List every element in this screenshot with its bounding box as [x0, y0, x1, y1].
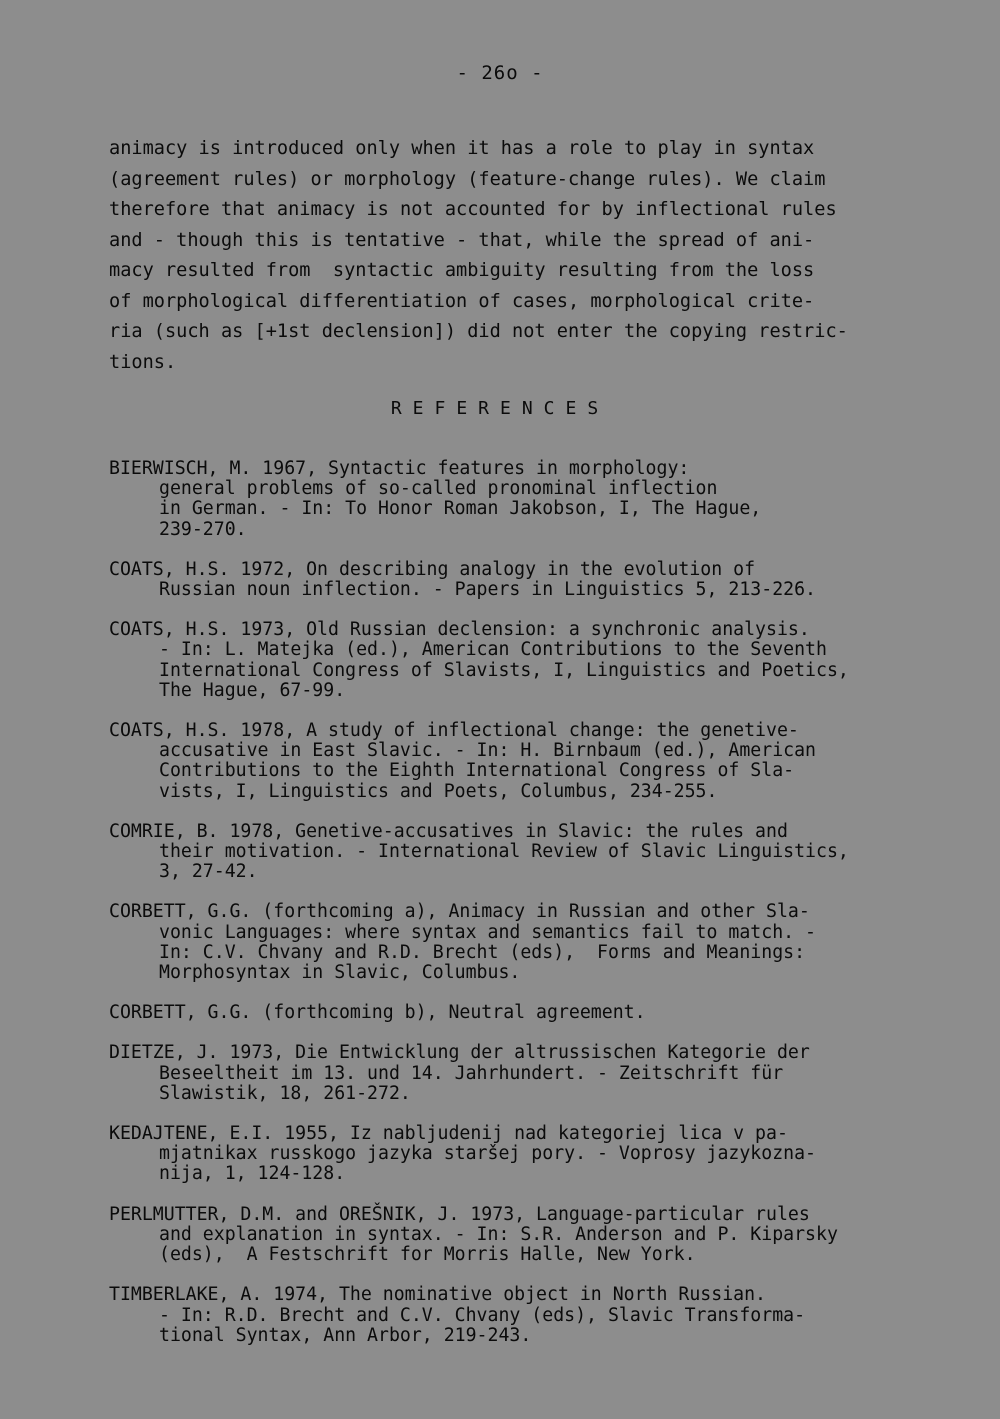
reference-line: COATS, H.S. 1973, Old Russian declension: a synchronic analysis. — [109, 619, 810, 641]
reference-line: general problems of so-called pronominal inflection — [159, 478, 718, 500]
paragraph-line: and - though this is tentative - that, while the spread of ani- — [109, 229, 815, 251]
reference-entry — [109, 620, 949, 701]
body-paragraph — [109, 134, 909, 378]
reference-line: - In: R.D. Brecht and C.V. Chvany (eds), Slavic Transforma- — [159, 1304, 806, 1326]
references-heading: REFERENCES — [390, 398, 610, 419]
reference-line: vists, I, Linguistics and Poets, Columbus, 234-255. — [159, 780, 718, 802]
reference-line: CORBETT, G.G. (forthcoming a), Animacy in Russian and other Sla- — [109, 901, 810, 923]
reference-line: International Congress of Slavists, I, Linguistics and Poetics, — [159, 659, 849, 681]
reference-line: Morphosyntax in Slavic, Columbus. — [159, 962, 521, 984]
reference-entry — [109, 1285, 949, 1346]
reference-entry — [109, 1043, 949, 1104]
reference-line: TIMBERLAKE, A. 1974, The nominative object in North Russian. — [109, 1284, 766, 1306]
reference-line: tional Syntax, Ann Arbor, 219-243. — [159, 1324, 532, 1346]
paragraph-line: tions. — [109, 351, 177, 373]
reference-line: in German. - In: To Honor Roman Jakobson, I, The Hague, — [159, 498, 762, 520]
paragraph-line: of morphological differentiation of cases, morphological crite- — [109, 290, 815, 312]
reference-entry — [109, 560, 949, 600]
reference-line: their motivation. - International Review of Slavic Linguistics, — [159, 841, 849, 863]
reference-line: accusative in East Slavic. - In: H. Birnbaum (ed.), American — [159, 740, 816, 762]
reference-line: BIERWISCH, M. 1967, Syntactic features in morphology: — [109, 458, 690, 479]
reference-line: COMRIE, B. 1978, Genetive-accusatives in Slavic: the rules and — [109, 820, 788, 842]
reference-line: vonic Languages: where syntax and semantics fail to match. - — [159, 921, 816, 943]
reference-entry — [109, 902, 949, 983]
reference-line: COATS, H.S. 1972, On describing analogy in the evolution of — [109, 558, 756, 580]
paragraph-line: macy resulted from syntactic ambiguity resulting from the loss — [109, 260, 815, 281]
reference-line: Slawistik, 18, 261-272. — [159, 1082, 411, 1104]
reference-line: mjatnikax russkogo jazyka staršej pory. - Voprosy jazykozna- — [159, 1143, 816, 1165]
reference-line: CORBETT, G.G. (forthcoming b), Neutral agreement. — [109, 1002, 646, 1024]
reference-line: Beseeltheit im 13. und 14. Jahrhundert. - Zeitschrift für — [159, 1062, 784, 1084]
reference-entry — [109, 1124, 949, 1185]
reference-entry — [109, 459, 949, 540]
reference-line: KEDAJTENE, E.I. 1955, Iz nabljudenij nad kategoriej lica v pa- — [109, 1123, 788, 1145]
reference-line: and explanation in syntax. - In: S.R. Anderson and P. Kiparsky — [159, 1223, 838, 1245]
reference-entry — [109, 1003, 949, 1023]
reference-line: The Hague, 67-99. — [159, 679, 346, 701]
reference-line: - In: L. Matejka (ed.), American Contributions to the Seventh — [159, 639, 827, 661]
page-number: - 26o - — [456, 62, 544, 84]
reference-entry — [109, 721, 949, 802]
paragraph-line: animacy is introduced only when it has a role to play in syntax — [109, 138, 815, 159]
paragraph-line: therefore that animacy is not accounted for by inflectional rules — [109, 199, 837, 220]
reference-line: (eds), A Festschrift for Morris Halle, New York. — [159, 1244, 696, 1266]
reference-line: DIETZE, J. 1973, Die Entwicklung der altrussischen Kategorie der — [109, 1042, 810, 1064]
paragraph-line: ria (such as [+1st declension]) did not enter the copying restric- — [109, 321, 848, 342]
reference-line: Contributions to the Eighth International Congress of Sla- — [159, 760, 795, 782]
reference-line: nija, 1, 124-128. — [159, 1163, 346, 1185]
reference-line: In: C.V. Chvany and R.D. Brecht (eds), Forms and Meanings: — [159, 941, 806, 963]
reference-line: Russian noun inflection. - Papers in Linguistics 5, 213-226. — [159, 579, 816, 601]
paragraph-line: (agreement rules) or morphology (feature-change rules). We claim — [109, 168, 826, 190]
reference-line: 239-270. — [159, 518, 247, 540]
reference-entry — [109, 822, 949, 883]
reference-line: 3, 27-42. — [159, 861, 258, 883]
references-list — [109, 459, 949, 1366]
reference-line: PERLMUTTER, D.M. and OREŠNIK, J. 1973, Language-particular rules — [109, 1203, 810, 1225]
reference-line: COATS, H.S. 1978, A study of inflectional change: the genetive- — [109, 720, 799, 742]
reference-entry — [109, 1205, 949, 1266]
